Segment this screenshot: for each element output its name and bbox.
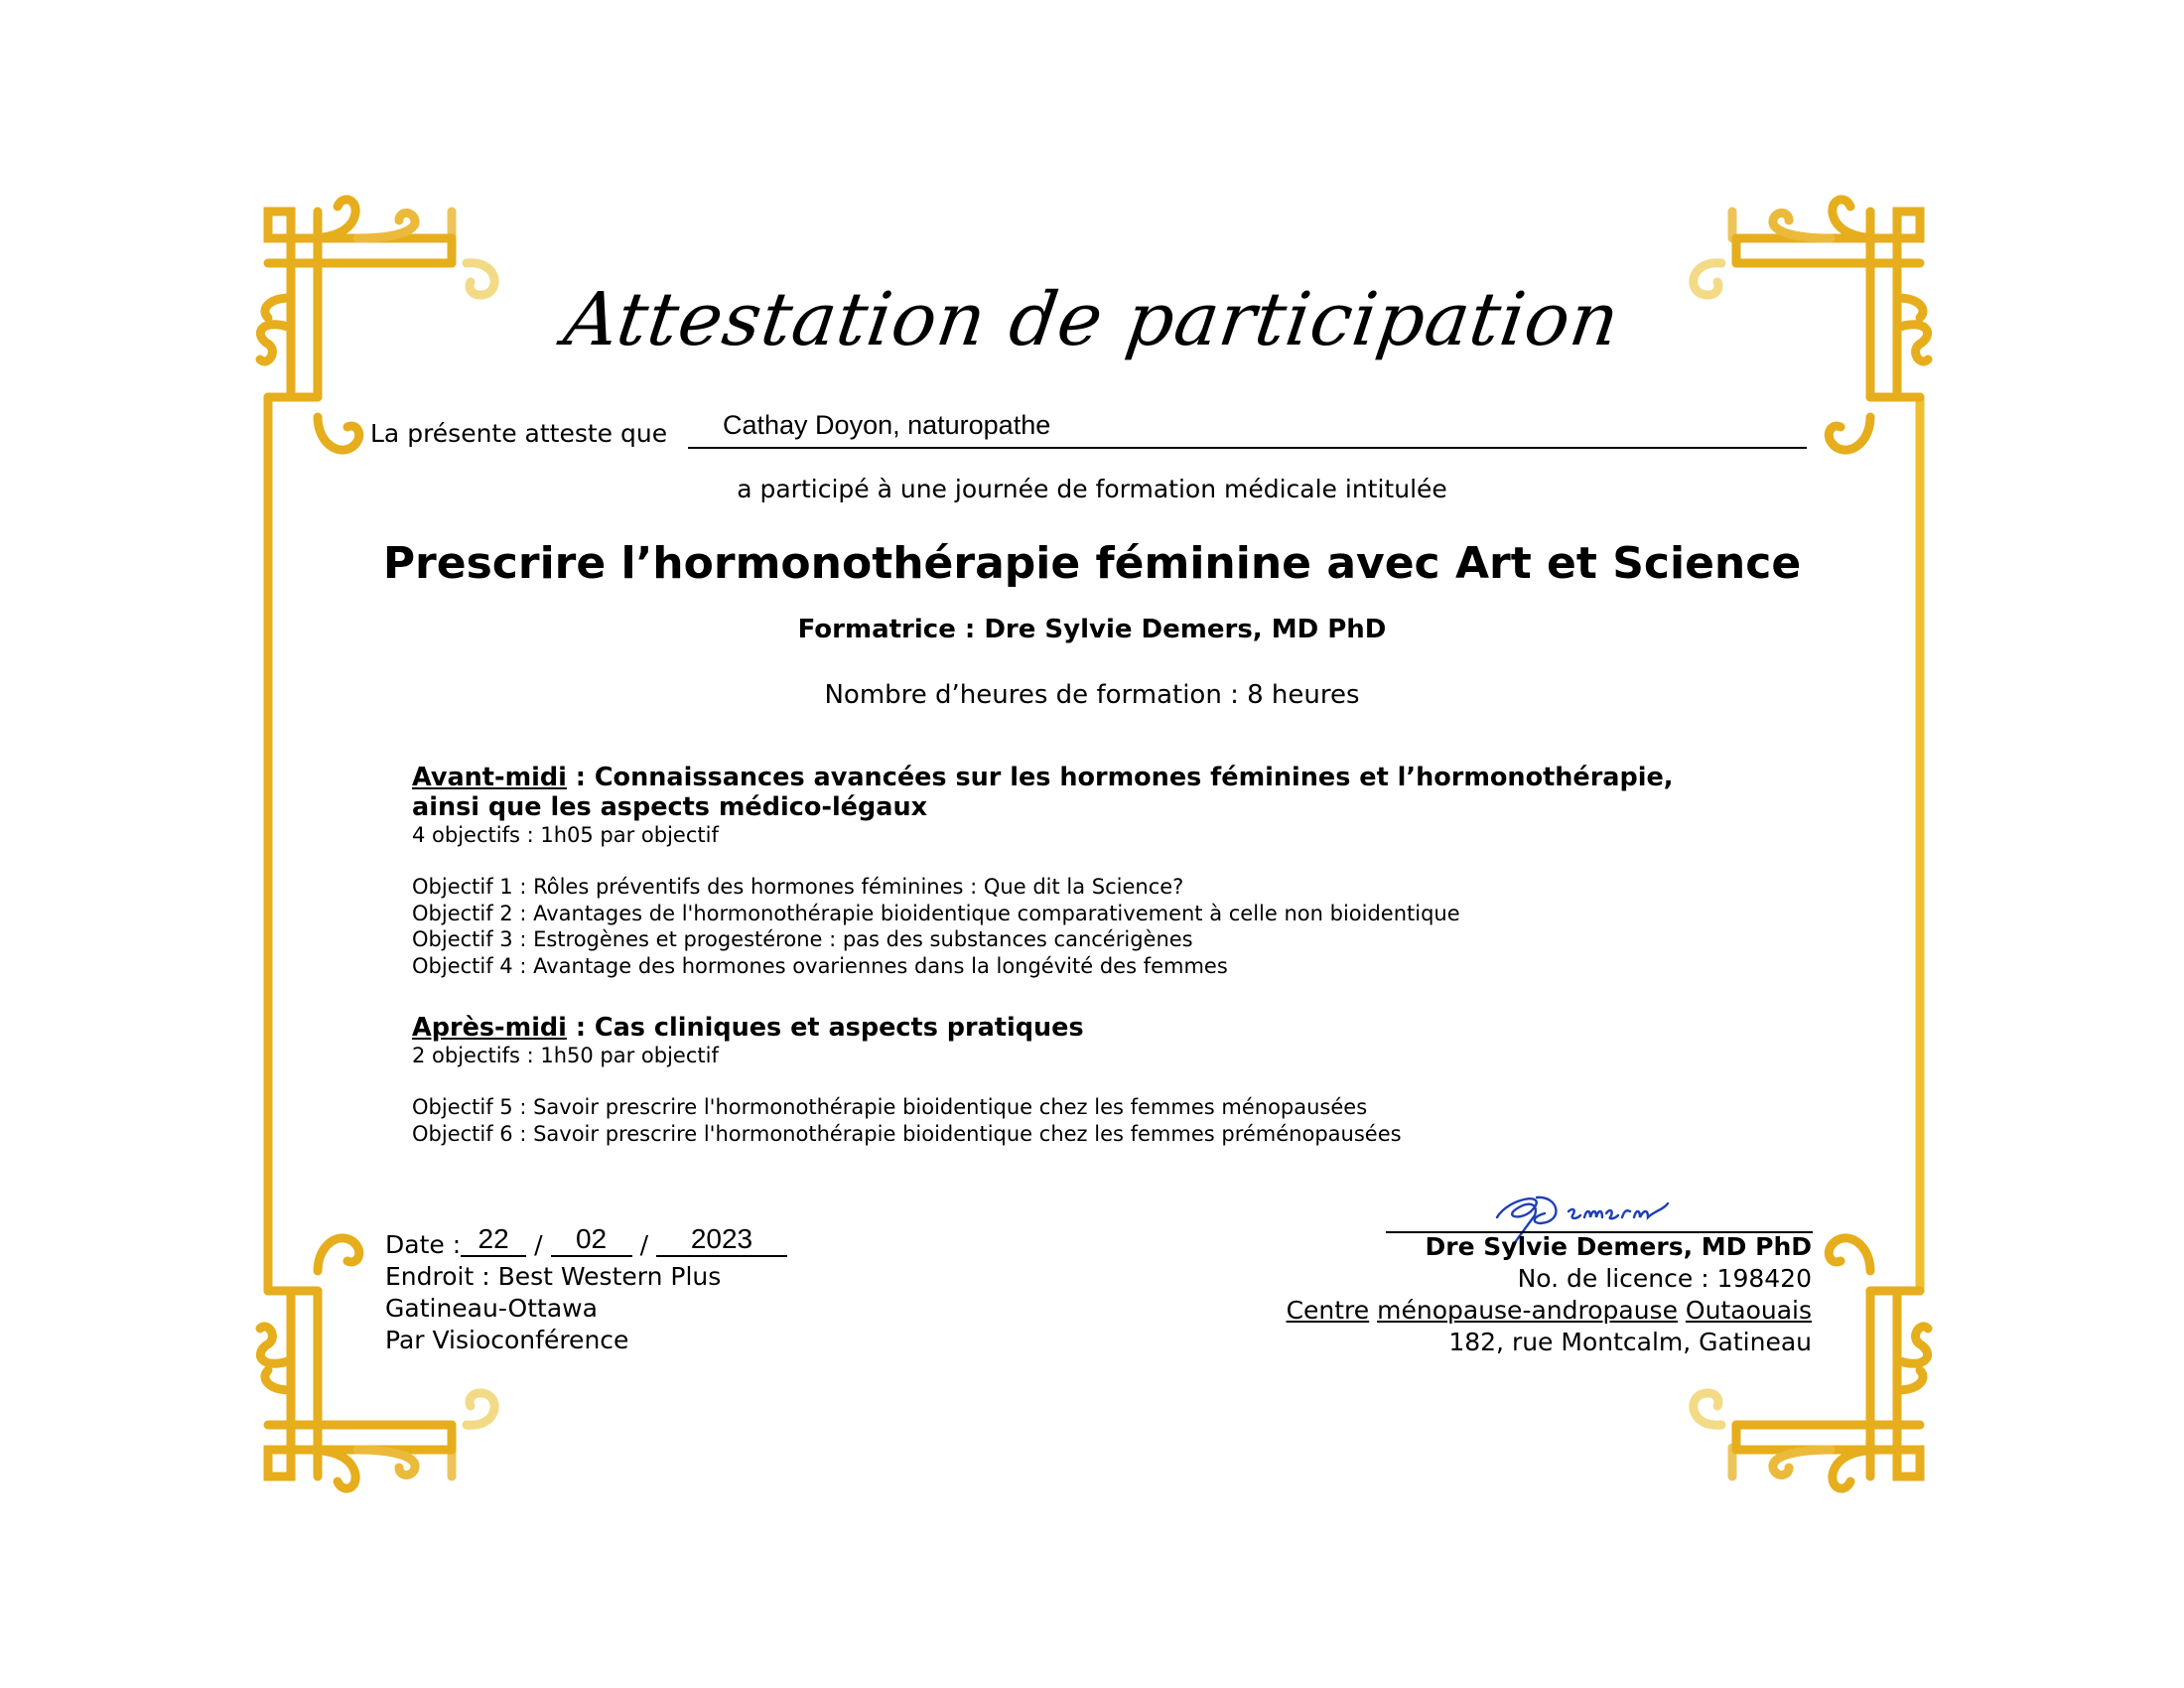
training-hours: Nombre d’heures de formation : 8 heures bbox=[824, 680, 1360, 710]
objective-item: Objectif 5 : Savoir prescrire l'hormonothérapie bioidentique chez les femmes ménopausées bbox=[412, 1095, 1368, 1119]
morning-heading-line2: ainsi que les aspects médico-légaux bbox=[412, 792, 928, 822]
afternoon-objectives bbox=[412, 1094, 1822, 1147]
location-line: Endroit : Best Western Plus bbox=[385, 1262, 722, 1291]
objective-item: Objectif 4 : Avantage des hormones ovariennes dans la longévité des femmes bbox=[412, 954, 1228, 979]
morning-label: Avant-midi bbox=[412, 763, 567, 792]
morning-summary: 4 objectifs : 1h05 par objectif bbox=[412, 823, 719, 847]
certificate-title: Attestation de participation bbox=[559, 277, 1625, 362]
objective-item: Objectif 2 : Avantages de l'hormonothérapie bioidentique comparativement à celle non bioidentique bbox=[412, 901, 1460, 925]
morning-section bbox=[412, 763, 1822, 980]
license-number: No. de licence : 198420 bbox=[1517, 1264, 1812, 1293]
date-year-field[interactable]: 2023 bbox=[656, 1225, 787, 1257]
date-label: Date : bbox=[385, 1230, 462, 1259]
morning-objectives bbox=[412, 874, 1822, 980]
trainer-line: Formatrice : Dre Sylvie Demers, MD PhD bbox=[797, 615, 1387, 644]
objective-item: Objectif 3 : Estrogènes et progestérone : pas des substances cancérigènes bbox=[412, 927, 1193, 952]
afternoon-summary: 2 objectifs : 1h50 par objectif bbox=[412, 1044, 719, 1067]
organization bbox=[1287, 1295, 1812, 1327]
participant-underline bbox=[688, 447, 1807, 449]
afternoon-section bbox=[412, 1013, 1822, 1147]
afternoon-heading-text: : Cas cliniques et aspects pratiques bbox=[566, 1013, 1084, 1043]
participation-statement: a participé à une journée de formation médicale intitulée bbox=[737, 475, 1447, 503]
event-details bbox=[385, 1223, 787, 1356]
objective-item: Objectif 6 : Savoir prescrire l'hormonothérapie bioidentique chez les femmes préménopausées bbox=[412, 1121, 1402, 1146]
date-separator: / bbox=[534, 1230, 543, 1259]
afternoon-heading bbox=[412, 1013, 1822, 1043]
org-word: ménopause-andropause bbox=[1377, 1296, 1678, 1325]
course-title: Prescrire l’hormonothérapie féminine avec Art et Science bbox=[382, 538, 1802, 589]
morning-heading bbox=[412, 763, 1822, 792]
org-word: Centre bbox=[1286, 1296, 1370, 1325]
attest-prefix: La présente atteste que bbox=[370, 419, 668, 448]
location-mode: Par Visioconférence bbox=[385, 1326, 629, 1354]
location-city: Gatineau-Ottawa bbox=[385, 1294, 598, 1323]
org-word: Outaouais bbox=[1685, 1296, 1812, 1325]
signatory-name: Dre Sylvie Demers, MD PhD bbox=[1425, 1232, 1812, 1261]
objective-item: Objectif 1 : Rôles préventifs des hormones féminines : Que dit la Science? bbox=[412, 875, 1184, 899]
date-row bbox=[385, 1223, 787, 1261]
signatory-details bbox=[1287, 1231, 1812, 1358]
date-separator: / bbox=[639, 1230, 648, 1259]
date-month-field[interactable]: 02 bbox=[551, 1225, 632, 1257]
morning-heading-text: : Connaissances avancées sur les hormones féminines et l’hormonothérapie, bbox=[566, 763, 1674, 792]
afternoon-label: Après-midi bbox=[412, 1013, 567, 1043]
date-day-field[interactable]: 22 bbox=[461, 1225, 526, 1257]
address: 182, rue Montcalm, Gatineau bbox=[1448, 1328, 1812, 1356]
participant-name-field[interactable]: Cathay Doyon, naturopathe bbox=[723, 410, 1051, 440]
